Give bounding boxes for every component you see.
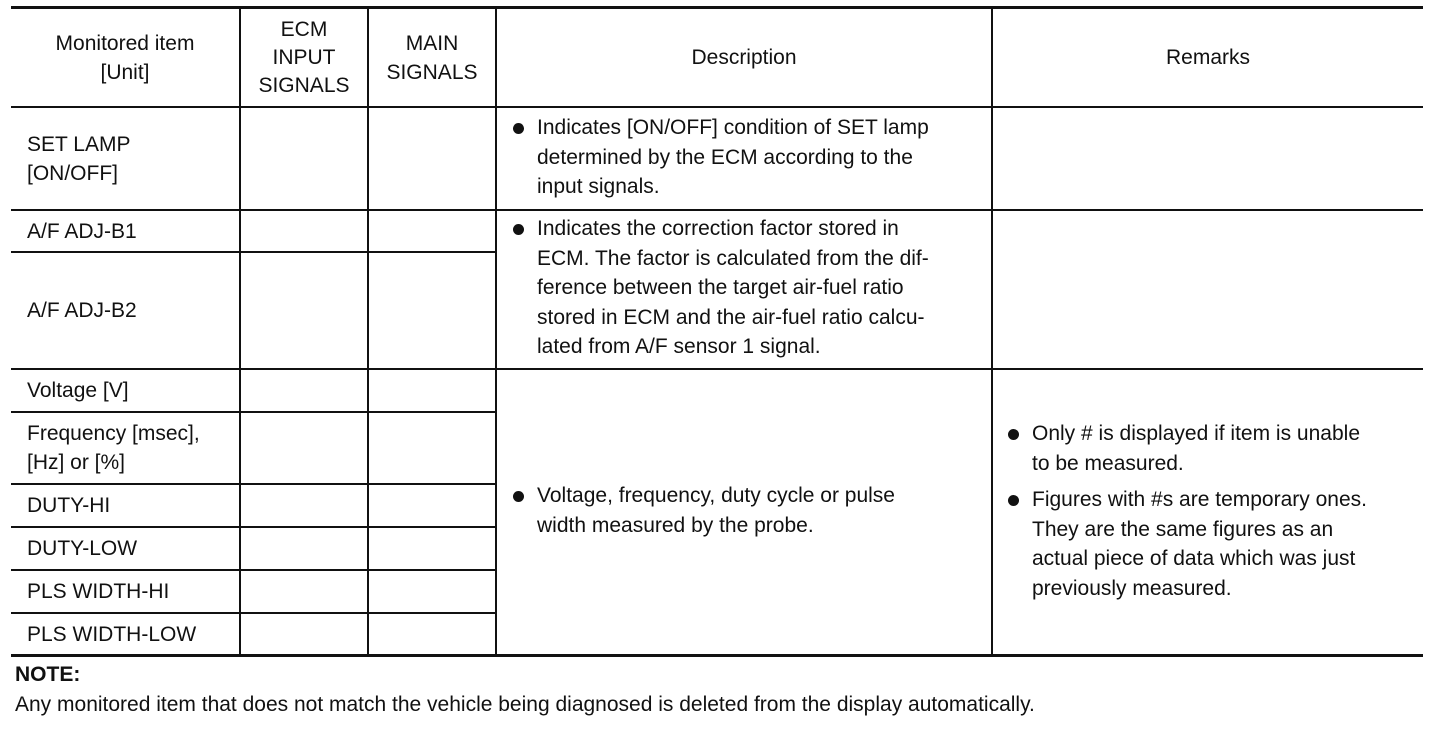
item-duty-low: DUTY-LOW <box>27 537 138 560</box>
note-text: Any monitored item that does not match the vehicle being diagnosed is deleted from the display automatically. <box>15 693 1035 716</box>
bullet-icon <box>1008 429 1019 440</box>
header-main-signals: MAIN SIGNALS <box>386 31 478 84</box>
description-probe <box>513 481 983 540</box>
bullet-icon <box>513 491 524 502</box>
item-pls-width-hi: PLS WIDTH-HI <box>27 580 170 603</box>
remarks-probe <box>1008 419 1418 603</box>
bullet-item: Indicates the correction factor stored in ECM. The factor is calculated from the dif- ference between the target air-fuel ratio stored in ECM and the air-fuel ratio calcu- lated from A/F sensor 1 signal. <box>513 214 983 362</box>
bullet-item: Figures with #s are temporary ones. They are the same figures as an actual piece of data which was just previously measured. <box>1008 485 1418 603</box>
bullet-icon <box>513 123 524 134</box>
description-set-lamp <box>513 113 983 202</box>
item-af-adj-b2: A/F ADJ-B2 <box>27 299 137 322</box>
note-title: NOTE: <box>15 663 81 686</box>
item-pls-width-low: PLS WIDTH-LOW <box>27 622 197 646</box>
bullet-item: Only # is displayed if item is unable to be measured. <box>1008 419 1418 478</box>
header-description: Description <box>691 46 797 69</box>
item-frequency: Frequency [msec], [Hz] or [%] <box>27 422 200 474</box>
bullet-icon <box>1008 495 1019 506</box>
description-af-adj <box>513 214 983 362</box>
item-voltage: Voltage [V] <box>27 379 129 402</box>
header-ecm-input-signals: ECM INPUT SIGNALS <box>258 17 350 97</box>
header-remarks: Remarks <box>1165 46 1250 69</box>
item-set-lamp: SET LAMP [ON/OFF] <box>27 132 131 185</box>
bullet-icon <box>513 224 524 235</box>
header-monitored-item: Monitored item [Unit] <box>55 31 195 84</box>
bullet-item: Voltage, frequency, duty cycle or pulse width measured by the probe. <box>513 481 983 540</box>
item-duty-hi: DUTY-HI <box>27 494 111 517</box>
bullet-item: Indicates [ON/OFF] condition of SET lamp determined by the ECM according to the input signals. <box>513 113 983 202</box>
item-af-adj-b1: A/F ADJ-B1 <box>27 219 137 243</box>
table-bottom-rule <box>11 654 1423 657</box>
